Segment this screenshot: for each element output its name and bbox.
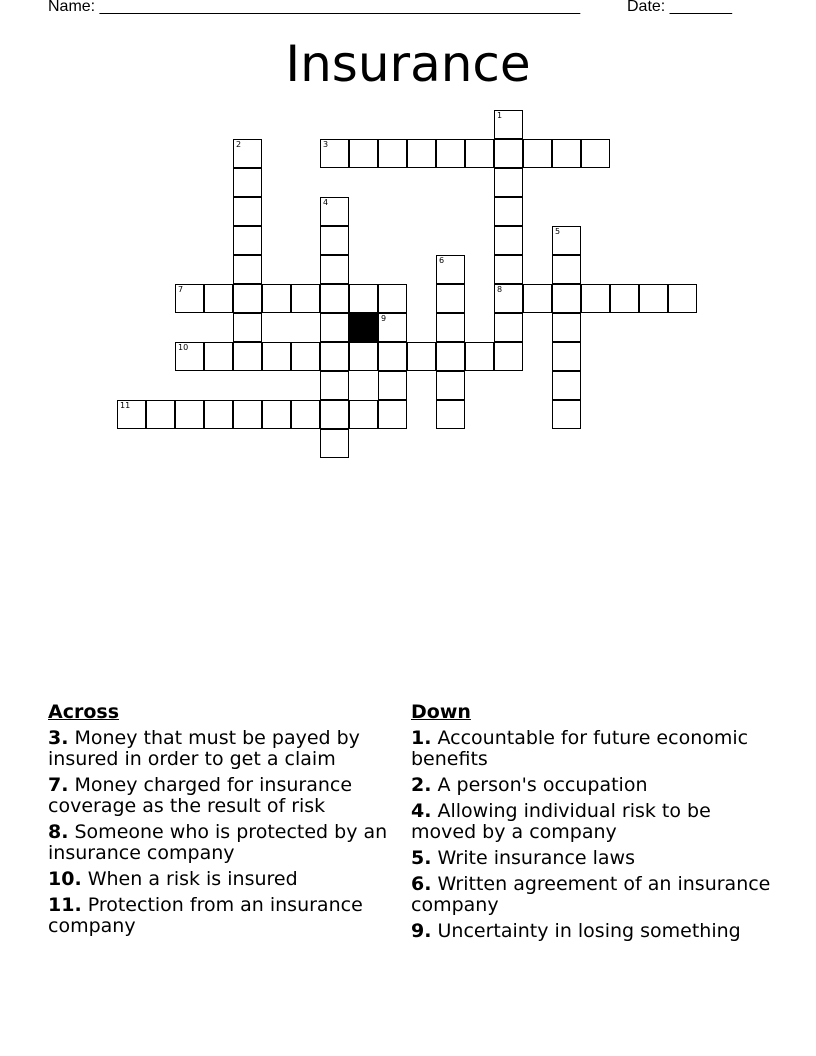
clue-text: Protection from an insurance company [48,894,363,937]
clue-text: Money that must be payed by insured in order to get a claim [48,727,360,770]
crossword-cell[interactable] [146,400,175,429]
across-heading: Across [48,701,120,723]
crossword-cell[interactable] [436,313,465,342]
clue-number-label: 7 [178,285,184,294]
crossword-cell[interactable] [233,342,262,371]
crossword-cell[interactable] [320,226,349,255]
clue-number: 6. [411,873,432,895]
crossword-cell[interactable] [494,110,523,139]
crossword-cell[interactable] [291,342,320,371]
crossword-cell[interactable] [494,284,523,313]
crossword-cell[interactable] [407,342,436,371]
crossword-cell[interactable] [610,284,639,313]
clue-number: 7. [48,774,69,796]
crossword-cell[interactable] [349,342,378,371]
crossword-cell[interactable] [494,168,523,197]
crossword-cell[interactable] [552,371,581,400]
clue-down-5 [411,848,771,869]
crossword-cell[interactable] [175,342,204,371]
crossword-cell[interactable] [523,139,552,168]
black-square [349,313,378,342]
down-heading: Down [411,701,471,723]
crossword-cell[interactable] [436,255,465,284]
crossword-cell[interactable] [552,255,581,284]
crossword-cell[interactable] [378,342,407,371]
crossword-cell[interactable] [436,342,465,371]
clue-across-7 [48,775,388,817]
crossword-cell[interactable] [320,255,349,284]
crossword-cell[interactable] [262,284,291,313]
crossword-cell[interactable] [552,400,581,429]
clue-across-3 [48,728,388,770]
clue-number-label: 11 [120,401,131,410]
crossword-cell[interactable] [378,400,407,429]
crossword-cell[interactable] [233,284,262,313]
crossword-cell[interactable] [552,313,581,342]
crossword-cell[interactable] [233,226,262,255]
crossword-cell[interactable] [552,139,581,168]
crossword-cell[interactable] [436,284,465,313]
crossword-cell[interactable] [494,197,523,226]
clue-number-label: 5 [555,227,561,236]
clue-text: Write insurance laws [437,847,635,869]
crossword-cell[interactable] [233,255,262,284]
crossword-cell[interactable] [639,284,668,313]
crossword-cell[interactable] [436,371,465,400]
clue-text: Uncertainty in losing something [437,920,741,942]
crossword-cell[interactable] [204,342,233,371]
crossword-cell[interactable] [552,284,581,313]
crossword-cell[interactable] [320,284,349,313]
crossword-cell[interactable] [494,226,523,255]
crossword-cell[interactable] [291,400,320,429]
clue-number-label: 9 [381,314,387,323]
crossword-cell[interactable] [494,342,523,371]
crossword-cell[interactable] [291,284,320,313]
clue-number: 4. [411,800,432,822]
crossword-cell[interactable] [117,400,146,429]
crossword-cell[interactable] [204,400,233,429]
clue-text: Written agreement of an insurance company [411,873,771,916]
crossword-cell[interactable] [320,371,349,400]
crossword-cell[interactable] [552,342,581,371]
clue-number-label: 8 [497,285,503,294]
clue-number: 5. [411,847,432,869]
crossword-cell[interactable] [175,400,204,429]
crossword-cell[interactable] [204,284,233,313]
crossword-cell[interactable] [436,400,465,429]
crossword-grid [0,0,816,470]
clue-number-label: 4 [323,198,329,207]
crossword-cell[interactable] [320,197,349,226]
clue-number: 8. [48,821,69,843]
crossword-cell[interactable] [320,342,349,371]
clue-number-label: 1 [497,111,503,120]
crossword-cell[interactable] [494,139,523,168]
clue-number: 2. [411,774,432,796]
clue-number-label: 6 [439,256,445,265]
crossword-cell[interactable] [465,139,494,168]
crossword-cell[interactable] [378,313,407,342]
clue-number: 3. [48,727,69,749]
clue-down-1 [411,728,771,770]
crossword-cell[interactable] [349,284,378,313]
crossword-cell[interactable] [378,371,407,400]
crossword-cell[interactable] [233,197,262,226]
clue-text: Money charged for insurance coverage as the result of risk [48,774,353,817]
crossword-cell[interactable] [175,284,204,313]
clue-number-label: 2 [236,140,242,149]
crossword-cell[interactable] [668,284,697,313]
clue-text: Allowing individual risk to be moved by a company [411,800,711,843]
clue-number-label: 10 [178,343,189,352]
crossword-cell[interactable] [378,139,407,168]
crossword-cell[interactable] [494,255,523,284]
clue-across-10 [48,869,388,890]
crossword-cell[interactable] [233,139,262,168]
clue-down-2 [411,775,771,796]
crossword-cell[interactable] [465,342,494,371]
clue-across-8 [48,822,388,864]
clue-down-6 [411,874,771,916]
crossword-cell[interactable] [233,400,262,429]
crossword-cell[interactable] [320,429,349,458]
crossword-cell[interactable] [407,139,436,168]
crossword-cell[interactable] [378,284,407,313]
crossword-cell[interactable] [581,139,610,168]
crossword-cell[interactable] [581,284,610,313]
clue-down-4 [411,801,771,843]
clue-number: 1. [411,727,432,749]
crossword-cell[interactable] [262,342,291,371]
crossword-cell[interactable] [523,284,552,313]
crossword-cell[interactable] [233,168,262,197]
clue-text: Someone who is protected by an insurance company [48,821,388,864]
name-field-label: Name: ______________________________________________________ [48,0,581,15]
crossword-cell[interactable] [349,400,378,429]
down-clues [411,701,771,947]
crossword-cell[interactable] [436,139,465,168]
clue-down-9 [411,921,771,942]
crossword-cell[interactable] [320,313,349,342]
across-clues [48,701,388,942]
clue-text: Accountable for future economic benefits [411,727,749,770]
clue-text: A person's occupation [437,774,648,796]
crossword-cell[interactable] [552,226,581,255]
clue-text: When a risk is insured [87,868,298,890]
date-field-label: Date: _______ [627,0,732,15]
crossword-cell[interactable] [233,313,262,342]
crossword-cell[interactable] [320,400,349,429]
crossword-cell[interactable] [349,139,378,168]
clue-number: 9. [411,920,432,942]
clue-number: 11. [48,894,82,916]
crossword-cell[interactable] [320,139,349,168]
clue-number-label: 3 [323,140,329,149]
clue-across-11 [48,895,388,937]
crossword-cell[interactable] [262,400,291,429]
puzzle-title: Insurance [285,35,531,93]
clue-number: 10. [48,868,82,890]
crossword-cell[interactable] [494,313,523,342]
